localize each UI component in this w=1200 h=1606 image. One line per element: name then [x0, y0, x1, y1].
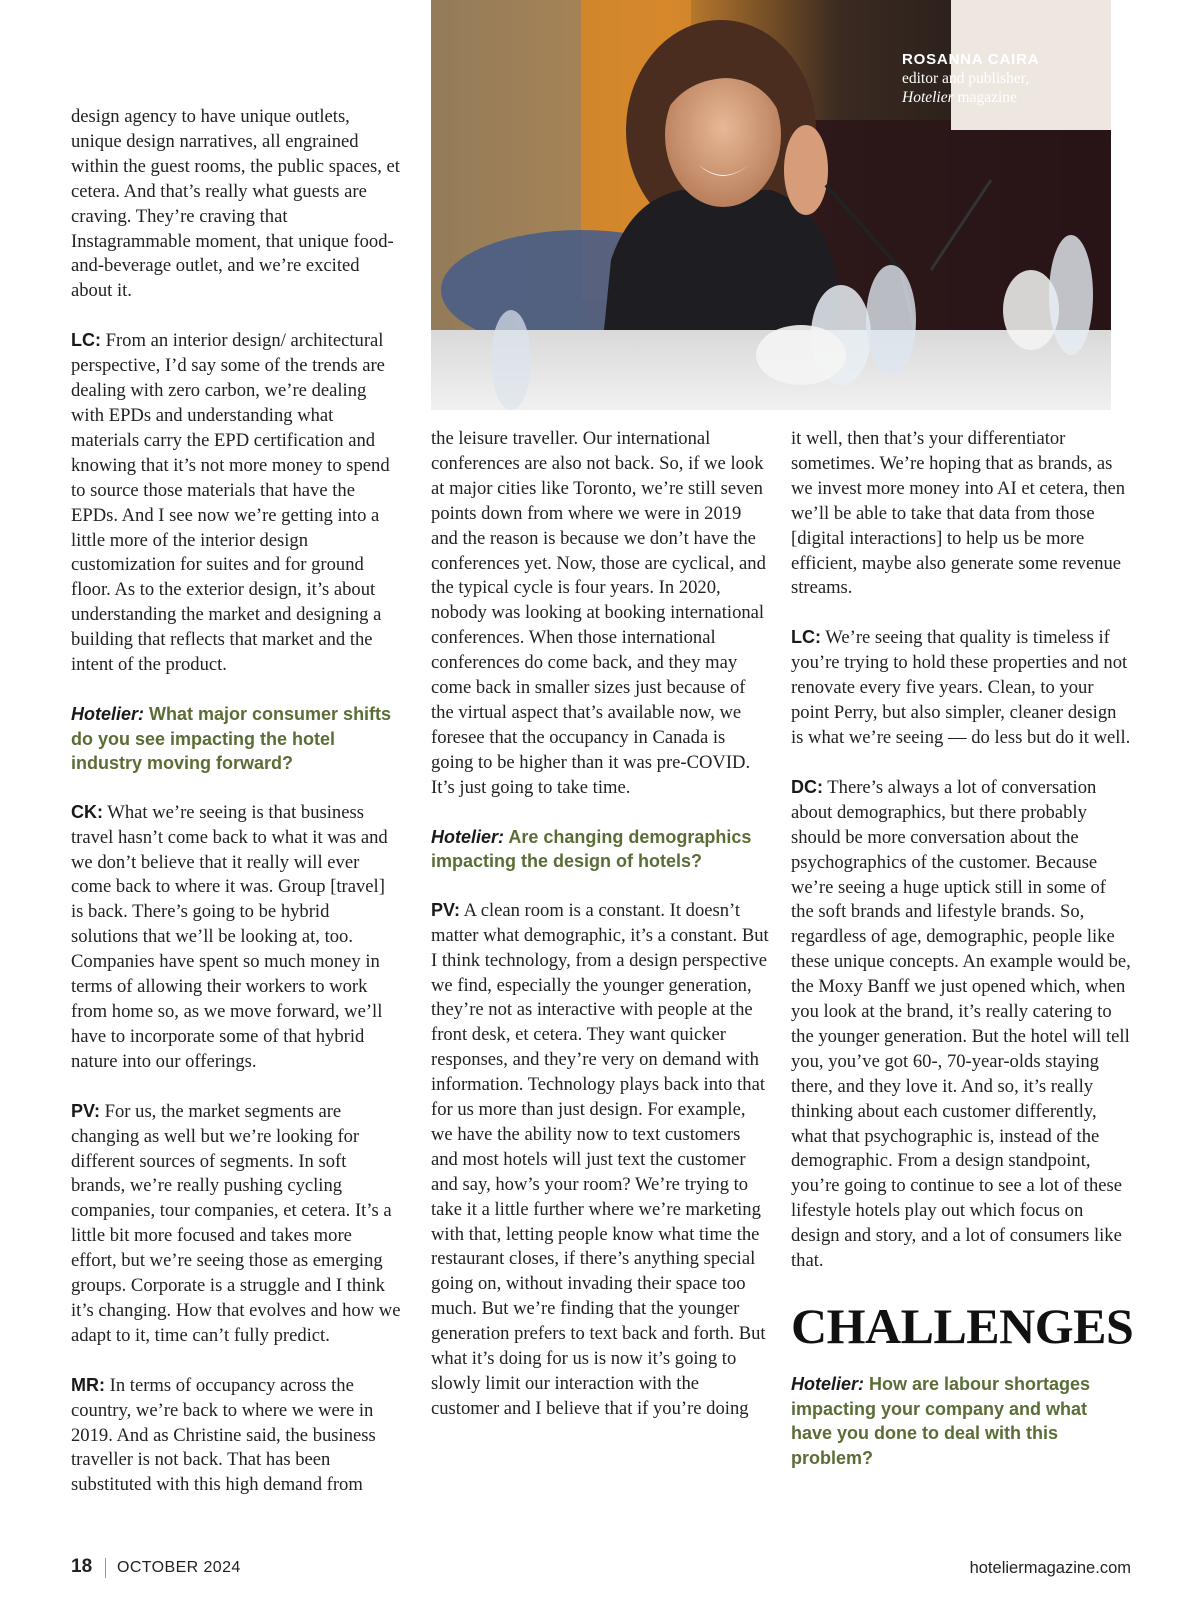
article-column-3: [791, 427, 1134, 1494]
speaker-label: CK:: [71, 801, 103, 822]
caption-role: editor and publisher,: [902, 70, 1030, 87]
speaker-label: MR:: [71, 1374, 105, 1395]
article-column-1: [71, 105, 401, 1522]
paragraph: [791, 775, 1131, 1274]
question-text: What major consumer shifts do you see impacting the hotel industry moving forward?: [71, 703, 392, 774]
question-brand: Hotelier:: [71, 703, 145, 724]
paragraph: it well, then that’s your differentiator sometimes. We’re hoping that as brands, as we invest more money into AI et cetera, then we’ll be able to take that data from those [digital interactions] to help us be more efficient, maybe also generate some revenue streams.: [791, 428, 1126, 599]
paragraph-text: We’re seeing that quality is timeless if you’re trying to hold these properties and not renovate every five years. Clean, to your point Perry, but also simpler, cleaner design is what we’re seeing — do less but do it well.: [791, 627, 1131, 748]
issue-date: OCTOBER 2024: [117, 1559, 241, 1576]
speaker-label: PV:: [71, 1100, 101, 1121]
website-link[interactable]: hoteliermagazine.com: [969, 1559, 1131, 1577]
paragraph: the leisure traveller. Our international conferences are also not back. So, if we look at major cities like Toronto, we’re still seven points down from where we were in 2019 and the reason is because we don’t have the conferences yet. Now, those are cyclical, and the typical cycle is four years. In 2020, nobody was looking at booking international conferences. When those international conferences do come back, and they may come back in smaller sizes just because of the virtual aspect that’s available now, we foresee that the occupancy in Canada is going to be higher than it was pre-COVID. It’s just going to take time.: [431, 428, 766, 798]
paragraph-text: In terms of occupancy across the country, we’re back to where we were in 2019. And as Christine said, the business traveller is not back. That has been substituted with this high demand from: [71, 1374, 376, 1496]
speaker-label: PV:: [431, 899, 461, 920]
speaker-label: LC:: [791, 627, 821, 648]
paragraph-text: For us, the market segments are changing as well but we’re looking for different sources of segments. In soft brands, we’re really pushing cycling companies, tour companies, et cetera. It’s a little bit more focused and takes more effort, but we’re seeing those as emerging groups. Corporate is a struggle and I think it’s changing. How that evolves and how we adapt to it, time can’t fully predict.: [71, 1100, 401, 1346]
speaker-label: LC:: [71, 330, 101, 351]
page-footer: [71, 1556, 1131, 1586]
speaker-label: DC:: [791, 776, 823, 797]
question-brand: Hotelier:: [791, 1374, 865, 1394]
interview-question: [791, 1372, 1131, 1470]
article-column-2: [431, 427, 769, 1446]
paragraph-text: There’s always a lot of conversation about demographics, but there probably should be more conversation about the psychographics of the customer. Because we’re seeing a huge uptick still in some of the soft brands and lifestyle brands. So, regardless of age, demographic, people like these unique concepts. An example would be, the Moxy Banff we just opened which, when you look at the brand, it’s really catering to the younger generation. But the hotel will tell you, you’ve got 60-, 70-year-olds staying there, and they love it. And so, it’s really thinking about each customer differently, what that psychographic is, instead of the demographic. From a design standpoint, you’re going to continue to see a lot of these lifestyle hotels play out which focus on design and story, and a lot of consumers like that.: [791, 776, 1131, 1272]
paragraph: design agency to have unique outlets, unique design narratives, all engrained within the guest rooms, the public spaces, et cetera. And that’s really what guests are craving. They’re craving that Instagrammable moment, that unique food-and-beverage outlet, and we’re excited about it.: [71, 106, 400, 302]
paragraph: [71, 328, 401, 678]
paragraph-text: What we’re seeing is that business travel hasn’t come back to what it was and we don’t believe that it really will ever come back to where it was. Group [travel] is back. There’s going to be hybrid solutions that we’ll be looking at, too. Companies have spent so much money in terms of allowing their workers to work from home so, as we move forward, we’ll have to incorporate some of that hybrid nature into our offerings.: [71, 801, 388, 1072]
page-number: 18: [71, 1556, 93, 1577]
paragraph: [71, 1373, 401, 1499]
question-brand: Hotelier:: [431, 826, 505, 847]
photo-caption: [902, 50, 1039, 107]
question-text: How are labour shortages impacting your company and what have you done to deal with this problem?: [791, 1374, 1091, 1468]
paragraph-text: From an interior design/ architectural perspective, I’d say some of the trends are dealing with zero carbon, we’re dealing with EPDs and understanding what materials carry the EPD certification and knowing that it’s not more money to spend to source those materials that have the EPDs. And I see now we’re getting into a little more of the interior design customization for suites and for ground floor. As to the exterior design, it’s about understanding the market and designing a building that reflects that market and the intent of the product.: [71, 330, 390, 676]
caption-name: ROSANNA CAIRA: [902, 51, 1040, 68]
footer-divider: [105, 1558, 106, 1578]
question-text: Are changing demographics impacting the design of hotels?: [431, 826, 752, 872]
caption-publication: Hotelier magazine: [902, 89, 1017, 106]
paragraph: [71, 800, 401, 1075]
interview-question: [431, 825, 769, 874]
section-heading: CHALLENGES: [791, 1298, 1134, 1354]
paragraph-text: A clean room is a constant. It doesn’t matter what demographic, it’s a constant. But I think technology, from a design perspective we find, especially the younger generation, they’re not as interactive with people at the front desk, et cetera. They want quicker responses, and they’re very on demand with information. Technology plays back into that for us more than just design. For example, we have the ability now to text customers and most hotels will just text the customer and say, how’s your room? We’re trying to take it a little further where we’re marketing with that, letting people know what time the restaurant closes, if there’s anything special going on, without invading their space too much. But we’re finding that the younger generation prefers to text back and forth. But what it’s doing for us is now it’s going to slowly limit our interaction with the customer and I believe that if you’re doing: [431, 899, 769, 1419]
paragraph: [431, 898, 769, 1422]
interview-question: [71, 702, 401, 776]
paragraph: [71, 1099, 401, 1349]
paragraph: [791, 625, 1131, 751]
